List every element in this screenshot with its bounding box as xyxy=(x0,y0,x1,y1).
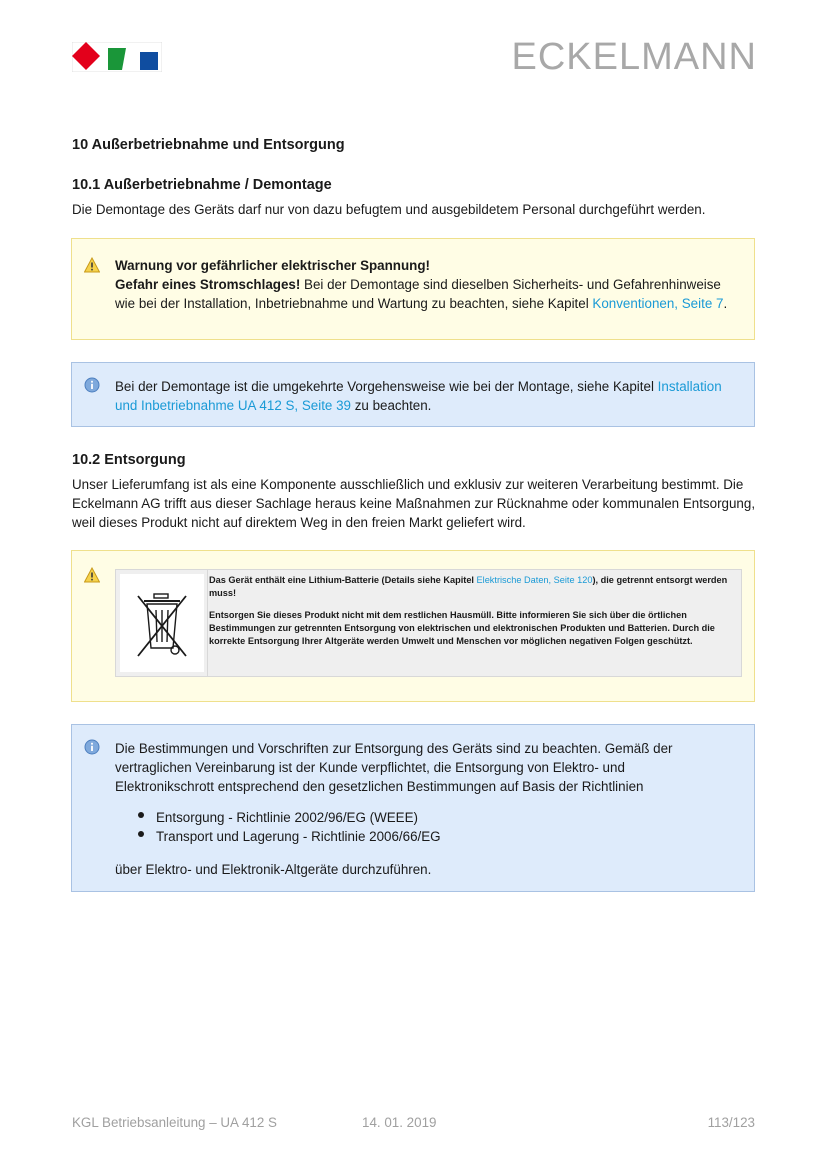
brand-name: ECKELMANN xyxy=(511,36,757,78)
footer-date: 14. 01. 2019 xyxy=(362,1115,437,1130)
battery-notice-panel xyxy=(115,569,742,677)
link-installation[interactable]: Installation und Inbetriebnahme UA 412 S, Seite 39 xyxy=(115,379,722,413)
warning-box-voltage xyxy=(71,238,755,340)
bullet-icon xyxy=(138,812,144,818)
directive-battery: Transport und Lagerung - Richtlinie 2006/66/EG xyxy=(156,829,441,844)
info-regulations-text: Die Bestimmungen und Vorschriften zur Entsorgung des Geräts sind zu beachten. Gemäß der vertraglichen Vereinbarung ist der Kunde verpflichtet, die Entsorgung von Elektro- und Elektronikschrott entsprechend den gesetzlichen Bestimmungen auf Basis der Richtlinien xyxy=(115,741,673,794)
footer-page-number: 113/123 xyxy=(707,1115,755,1130)
panel-divider xyxy=(207,570,208,676)
link-konventionen[interactable]: Konventionen, Seite 7 xyxy=(592,296,724,311)
battery-warning-text xyxy=(209,574,735,600)
demontage-text: Die Demontage des Geräts darf nur von dazu befugtem und ausgebildetem Personal durchgeführt werden. xyxy=(72,202,706,217)
battery-warning-end: ), die getrennt entsorgt werden muss! xyxy=(209,575,728,598)
battery-warning-start: Das Gerät enthält eine Lithium-Batterie (Details siehe Kapitel xyxy=(209,575,477,585)
directive-list xyxy=(132,808,441,846)
info-demontage-body: Bei der Demontage ist die umgekehrte Vorgehensweise wie bei der Montage, siehe Kapitel xyxy=(115,379,658,394)
warning-voltage-text xyxy=(115,256,736,313)
crossed-out-bin-icon xyxy=(120,574,204,672)
weee-bin-image xyxy=(120,574,204,672)
info-demontage-text xyxy=(115,377,736,415)
subsection-title-entsorgung: 10.2 Entsorgung xyxy=(72,452,186,468)
logo-blue-square xyxy=(140,52,158,70)
warning-box-battery xyxy=(71,550,755,702)
eckelmann-logo xyxy=(72,42,162,72)
warning-voltage-end: . xyxy=(723,296,728,311)
warning-voltage-lead: Gefahr eines Stromschlages! xyxy=(115,277,301,292)
info-regulations-closing: über Elektro- und Elektronik-Altgeräte durchzuführen. xyxy=(115,862,432,877)
list-item xyxy=(132,808,441,827)
warning-icon xyxy=(84,567,100,583)
directive-weee: Entsorgung - Richtlinie 2002/96/EG (WEEE) xyxy=(156,810,418,825)
warning-voltage-body: Bei der Demontage sind dieselben Sicherheits- und Gefahrenhinweise wie bei der Installation, Inbetriebnahme und Wartung zu beachten, siehe Kapitel xyxy=(115,277,721,311)
entsorgung-text: Unser Lieferumfang ist als eine Komponente ausschließlich und exklusiv zur weiteren Verarbeitung bestimmt. Die Eckelmann AG trifft aus dieser Sachlage heraus keine Maßnahmen zur Rücknahme oder kommunalen Entsorgung, weil dieses Produkt nicht auf direktem Weg in den freien Markt geliefert wird. xyxy=(72,477,756,530)
subsection-title-demontage: 10.1 Außerbetriebnahme / Demontage xyxy=(72,177,332,193)
info-demontage-end: zu beachten. xyxy=(351,398,432,413)
link-elektrische-daten[interactable]: Elektrische Daten, Seite 120 xyxy=(476,575,593,585)
footer-document-title: KGL Betriebsanleitung – UA 412 S xyxy=(72,1115,277,1130)
warning-icon xyxy=(84,257,100,273)
section-title: 10 Außerbetriebnahme und Entsorgung xyxy=(72,137,345,153)
info-box-demontage xyxy=(71,362,755,427)
list-item xyxy=(132,827,441,846)
info-box-regulations xyxy=(71,724,755,892)
bullet-icon xyxy=(138,831,144,837)
info-icon xyxy=(84,377,100,393)
info-icon xyxy=(84,739,100,755)
disposal-instructions-text: Entsorgen Sie dieses Produkt nicht mit dem restlichen Hausmüll. Bitte informieren Sie sich über die örtlichen Bestimmungen zur getrennten Entsorgung von elektrischen und elektronischen Produkten und Batterien. Durch die korrekte Entsorgung Ihrer Altgeräte werden Umwelt und Menschen vor möglichen negativen Folgen geschützt. xyxy=(209,610,715,646)
warning-voltage-title: Warnung vor gefährlicher elektrischer Spannung! xyxy=(115,258,430,273)
